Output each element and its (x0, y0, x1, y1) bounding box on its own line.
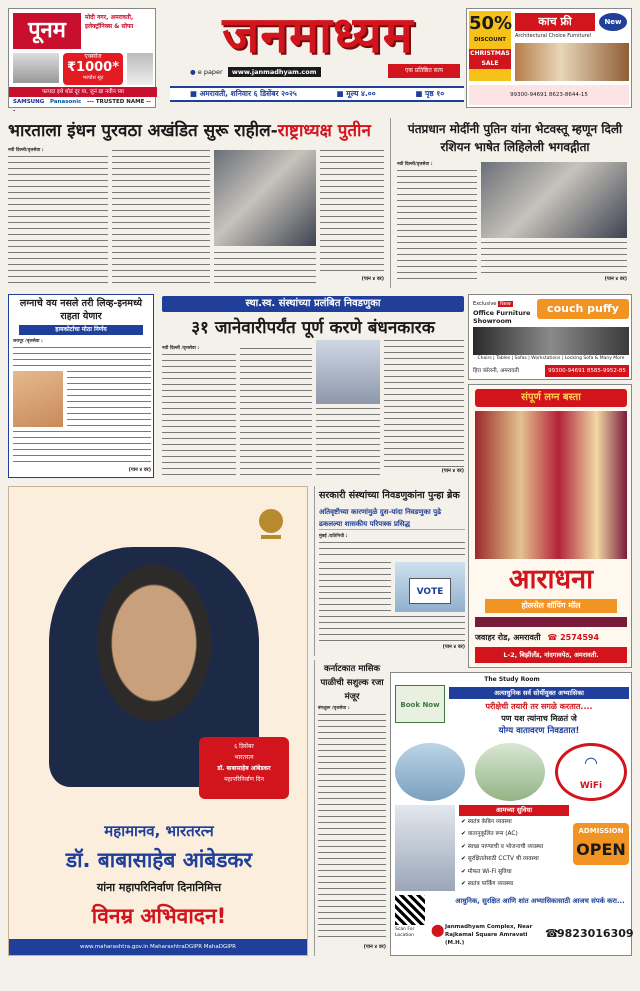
globe-icon: ● (190, 68, 196, 76)
break-text-side (319, 562, 391, 612)
study-quote (449, 701, 629, 739)
couch-tags (473, 299, 513, 309)
amenity-text: स्वच्छ पाण्याची व भोजनाची व्यवस्था (467, 843, 544, 850)
ad-kaach-brand: काच फ्री (515, 13, 595, 31)
ad-discount-label: DISCOUNT (473, 37, 507, 43)
ad-poonam-offer (63, 53, 123, 85)
ad-study-room[interactable] (390, 672, 632, 956)
couple-illustration (13, 371, 63, 427)
qr-code-icon[interactable] (395, 895, 425, 925)
study-location: Janmadhyam Complex, Near Rajkamal Square Amravati (M.H.) (445, 924, 533, 946)
dateline-pages: ■ पृष्ठ १० (415, 89, 445, 98)
ambedkar-footer: www.maharashtra.gov.in MaharashtraDGIPR MahaDGIPR (9, 939, 307, 955)
masthead-tagline: एक प्रतिष्ठित सत्य (388, 64, 460, 78)
elections-label: स्था.स्व. संस्थांच्या प्रलंबित निवडणुका (162, 296, 464, 312)
study-quote3: योग्य वातावरण निवडतात! (498, 726, 580, 736)
amenities-box (459, 805, 569, 891)
ambedkar-line3: यांना महापरिनिर्वाण दिनानिमित्त (96, 881, 222, 894)
marriage-text-intro (13, 347, 151, 369)
lead-headline[interactable] (8, 118, 388, 144)
dateline-city: ■ अमरावती, शनिवार ६ डिसेंबर २०२५ (189, 89, 297, 98)
marriage-headline[interactable]: लग्नाचे वय नसले तरी लिव्ह-इनमध्ये राहता येणार (19, 298, 143, 322)
marriage-text-side (67, 371, 151, 427)
ad-discount-big: 50% (469, 13, 513, 34)
study-quote2: पण यश त्यांनाच मिळतं जे (501, 714, 577, 723)
amenity-item: ✔ सुरक्षिततेसाठी CCTV ची व्यवस्था (461, 856, 539, 863)
couch-items: Chairs | Tables | Sofas | Workstations | Locking Sofa & Many More (477, 356, 625, 361)
ad-poonam-brand: पूनम (13, 13, 81, 49)
marriage-continued[interactable]: (पान ४ वर) (128, 467, 151, 473)
ad-poonam-subtitle: मोदी नगर, अमरावती, इलेक्ट्रॉनिक्स & सोफा (85, 14, 134, 30)
couch-tag-exclusive: Exclusive (473, 301, 497, 307)
couch-phone: 99300-94691 8585-9952-85 (545, 365, 629, 377)
aradhana-contact (475, 631, 627, 645)
amenity-text: मोफत Wi-Fi सुविधा (467, 868, 512, 875)
ad-kaach-phone: 99300-94691 8623-8644-15 (469, 85, 629, 105)
study-title: The Study Room (484, 676, 540, 683)
break-byline: मुंबई /प्रतिनिधी : (319, 534, 348, 539)
lead-headline-part1: भारताला इंधन पुरवठा अखंडित सुरू राहील- (8, 121, 278, 141)
study-room-photo-1 (395, 743, 465, 801)
karnataka-byline: बंगळुरू /वृत्तसेवा : (318, 706, 350, 711)
website-link[interactable]: www.janmadhyam.com (228, 67, 321, 77)
couch-title: Office Furniture Showroom (473, 309, 531, 325)
trusted-name: --- TRUSTED NAME --- (13, 99, 151, 114)
bridal-models-photo (475, 411, 627, 559)
right-story-text-col2 (481, 242, 627, 276)
ad-new-badge: New (599, 13, 627, 31)
dateline-price: ■ मूल्य ४.०० (336, 89, 376, 98)
ad-kaach-free[interactable] (466, 8, 632, 108)
fridge-image (127, 53, 153, 85)
brand-panasonic: Panasonic (50, 99, 82, 105)
dateline-city-text: अमरावती, (199, 89, 229, 98)
aradhana-strip (475, 617, 627, 627)
ad-ambedkar[interactable] (8, 486, 308, 956)
elections-text-col4 (384, 340, 464, 468)
study-room-photo-2 (475, 743, 545, 801)
right-story-col1 (397, 162, 477, 282)
lead-text-col2 (112, 150, 210, 284)
elections-text-col1 (162, 354, 236, 478)
offer-price: ₹1000* (66, 60, 120, 75)
amenities-title: आमच्या सुविधा (459, 805, 569, 816)
lead-text-caption (214, 252, 316, 284)
elections-headline[interactable]: ३१ जानेवारीपर्यंत पूर्ण करणे बंधनकारक (191, 318, 435, 338)
modi-gita-photo (481, 162, 627, 238)
state-emblem-icon (251, 503, 291, 547)
right-story (390, 118, 634, 288)
aradhana-address: जवाहर रोड, अमरावती (475, 633, 541, 642)
ad-couch-puffy[interactable] (468, 294, 632, 380)
elections-text-col2 (240, 348, 312, 478)
dateline-pages-text: पृष्ठ १० (425, 89, 445, 98)
break-story (314, 486, 464, 656)
ad-season: CHRISTMAS SALE (470, 50, 510, 67)
ambedkar-badge (199, 737, 289, 799)
book-now-icon: Book Now (395, 685, 445, 723)
ad-discount-block (469, 11, 511, 81)
epaper-label: e paper (197, 68, 223, 76)
wifi-symbol: ◠ (584, 753, 598, 772)
karnataka-headline[interactable]: कर्नाटकात मासिक पाळीची सशुल्क रजा मंजूर (320, 664, 384, 702)
elections-byline: नवी दिल्ली /वृत्तसेवा : (162, 346, 200, 351)
scan-label: Scan For Location (395, 927, 415, 938)
amenities-list (459, 816, 569, 890)
study-room-photo-3 (395, 805, 455, 891)
masthead-title: जनमाध्यम (222, 6, 414, 64)
office-chairs-image (473, 327, 629, 355)
break-text-bottom (319, 616, 465, 644)
lead-col1 (8, 148, 108, 286)
aradhana-l2: L-2, बिझीलँड, नांदगावपेठ, अमरावती. (475, 647, 627, 663)
right-story-text-col1 (397, 170, 477, 282)
marriage-intro (13, 339, 151, 369)
couch-brand: couch puffy (537, 299, 629, 319)
study-quote1: परीक्षेची तयारी तर सगळे करतात.... (485, 702, 593, 711)
couch-tag-new: New (499, 301, 511, 307)
location-pin-icon: ⬤ (431, 923, 445, 937)
study-phone[interactable]: 9823016309 (557, 927, 634, 940)
break-continued[interactable]: (पान ४ वर) (442, 644, 465, 650)
karnataka-body (318, 706, 386, 942)
couch-address: हिरा कॉलनी, अमरावती (473, 368, 519, 374)
offer-top: एक्स्चेंज (84, 53, 102, 60)
masthead-web-row (190, 66, 410, 78)
aradhana-name: आराधना (508, 564, 594, 595)
offer-bottom: भरघोस सूट (82, 75, 104, 81)
right-story-headline[interactable]: पंतप्रधान मोदींनी पुतिन यांना भेटवस्तू म्हणून दिली रशियन भाषेत लिहिलेली भगवद्गीता (407, 122, 623, 154)
ambedkar-badge-line1: ६ डिसेंबर (234, 743, 254, 750)
marriage-story (8, 294, 154, 478)
break-headline[interactable]: सरकारी संस्थांच्या निवडणुकांना पुन्हा ब्रेक (319, 490, 460, 501)
tv-image (13, 53, 59, 83)
elections-text-col3 (316, 408, 380, 478)
lead-byline: नवी दिल्ली/वृत्तसेवा : (8, 148, 44, 153)
karnataka-continued[interactable]: (पान ४ वर) (363, 944, 386, 950)
dateline-price-text: मूल्य ४.०० (346, 89, 376, 98)
amenity-text: वातानुकूलित रूम (AC) (467, 831, 518, 838)
marriage-kicker: हायकोर्टाचा मोठा निर्णय (19, 325, 143, 335)
lead-text-col3 (320, 150, 384, 276)
study-headline: अत्याधुनिक सर्व सोयींयुक्त अभ्यासिका (449, 687, 629, 699)
ad-aradhana[interactable] (468, 384, 632, 668)
ambedkar-line2: डॉ. बाबासाहेब आंबेडकर (65, 848, 253, 872)
right-story-continued[interactable]: (पान ४ वर) (604, 276, 627, 282)
right-story-byline: नवी दिल्ली/वृत्तसेवा : (397, 162, 433, 167)
furniture-image (515, 43, 629, 81)
admission-label: ADMISSION (578, 827, 624, 835)
ad-kaach-sub: Architectural Choice Furniture! (515, 33, 592, 39)
amenity-item: ✔ स्वतंत्र केबिन व्यवस्था (461, 819, 512, 825)
amenity-text: स्वतंत्र केबिन व्यवस्था (467, 819, 512, 825)
dateline-date: शनिवार ६ डिसेंबर २०२५ (230, 89, 297, 98)
aradhana-banner: संपूर्ण लग्न बस्ता (475, 389, 627, 407)
elections-col1 (162, 346, 236, 478)
wifi-label: WiFi (579, 781, 603, 791)
ballot-box-image (395, 562, 465, 612)
brand-samsung: SAMSUNG (13, 99, 45, 105)
amenity-text: सुरक्षिततेसाठी CCTV ची व्यवस्था (467, 856, 539, 863)
ad-poonam[interactable] (8, 8, 156, 114)
lead-continued[interactable]: (पान ४ वर) (361, 276, 384, 282)
aradhana-phone[interactable]: 2574594 (560, 633, 600, 642)
supreme-court-photo (316, 340, 380, 404)
amenity-text: स्वतंत्र पार्किंग व्यवस्था (467, 881, 514, 888)
lead-headline-part2: राष्ट्राध्यक्ष पुतीन (277, 121, 371, 141)
wifi-icon (555, 743, 627, 801)
ad-poonam-banner: फायदा इथे थोडं दूर या, जुनं द्या नवीन घ्या (9, 87, 157, 97)
marriage-text-bottom (13, 431, 151, 467)
amenity-item: ✔ मोफत Wi-Fi सुविधा (461, 868, 512, 875)
vote-label: VOTE (409, 578, 451, 604)
break-text-intro (319, 542, 465, 558)
ambedkar-badge-line4: महापरिनिर्वाण दिन (224, 776, 264, 783)
admission-open-badge (573, 823, 629, 865)
lead-text-col1 (8, 156, 108, 286)
elections-continued[interactable]: (पान ४ वर) (441, 468, 464, 474)
study-tagline: आधुनिक, सुरक्षित आणि शांत अभ्यासिकासाठी आजच संपर्क करा... (455, 897, 625, 905)
amenity-item: ✔ स्वतंत्र पार्किंग व्यवस्था (461, 881, 514, 888)
karnataka-text (318, 714, 386, 940)
marriage-byline: जयपूर /वृत्तसेवा : (13, 339, 43, 344)
karnataka-story (314, 660, 386, 956)
break-intro (319, 534, 465, 558)
break-subhead: अतिवृष्टीच्या कारणांमुळे दुस-यांदा निवडणुका पुढे ढकलल्या शासकीय परिपत्रक प्रसिद्ध (319, 506, 465, 530)
dateline (170, 86, 464, 102)
phone-icon: ☎ (547, 633, 558, 642)
aradhana-sub: होलसेल शॉपिंग मॉल (485, 599, 617, 613)
ambedkar-line4: विनम्र अभिवादन! (91, 904, 227, 928)
ambedkar-line1: महामानव, भारतरत्न (104, 822, 214, 840)
putin-modi-photo (214, 150, 316, 246)
amenity-item: ✔ वातानुकूलित रूम (AC) (461, 831, 518, 838)
ad-poonam-brands (13, 98, 153, 114)
amenity-item: ✔ स्वच्छ पाण्याची व भोजनाची व्यवस्था (461, 843, 544, 850)
ambedkar-badge-line3: डॉ. बाबासाहेब आंबेडकर (217, 765, 271, 772)
open-label: OPEN (576, 840, 626, 859)
phone-icon: ☎ (545, 927, 559, 940)
ambedkar-badge-line2: भारतरत्न (234, 754, 254, 761)
